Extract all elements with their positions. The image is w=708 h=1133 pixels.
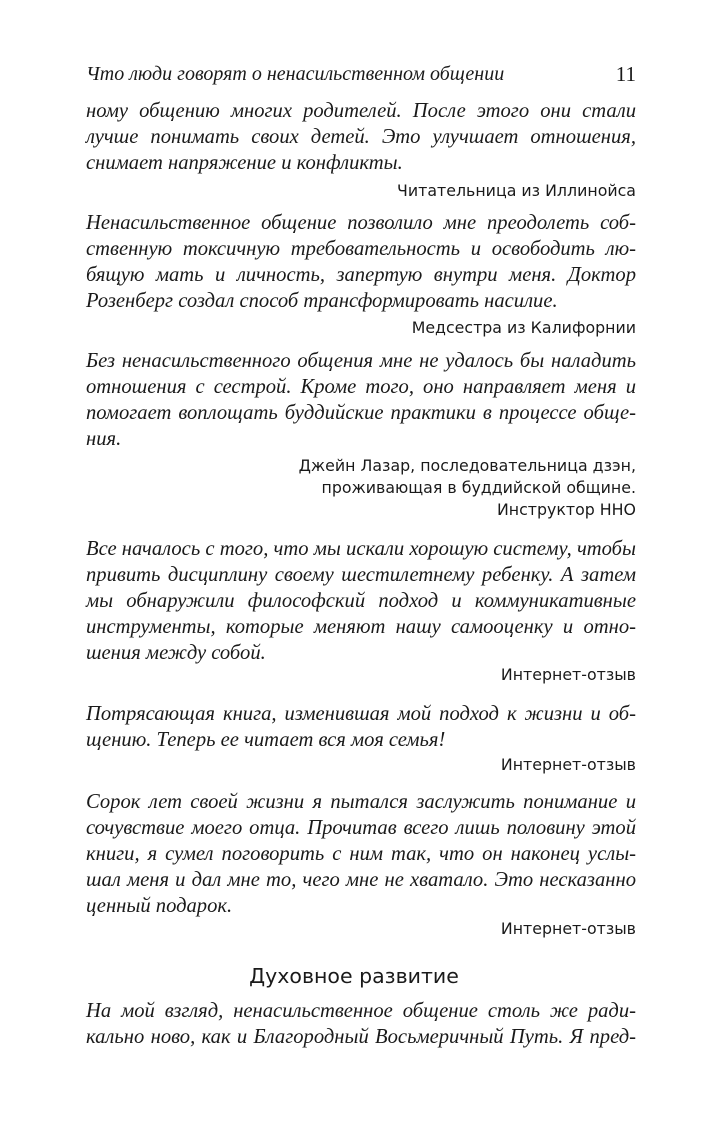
quote-line: бящую мать и личность, запертую внутри меня. Доктор [86,264,636,286]
quote-line: книги, я сумел поговорить с ним так, что он наконец услы- [86,843,636,865]
quote-line: Ненасильственное общение позволило мне преодолеть соб- [86,212,636,234]
page-number: 11 [615,62,636,86]
quote-line: ния. [86,428,122,450]
body-line: На мой взгляд, ненасильственное общение столь же ради- [86,1000,636,1022]
quote-line: ценный подарок. [86,895,233,917]
attribution: Читательница из Иллинойса [397,181,636,200]
quote-line: щению. Теперь ее читает вся моя семья! [86,729,446,751]
quote-line: снимает напряжение и конфликты. [86,152,403,174]
attribution: Инструктор ННО [496,500,636,519]
attribution: Интернет-отзыв [500,665,636,684]
body-line: кально ново, как и Благородный Восьмеричный Путь. Я пред- [86,1026,636,1048]
quote-line: Все началось с того, что мы искали хорошую систему, чтобы [86,538,636,560]
quote-line: шал меня и дал мне то, чего мне не хватало. Это несказанно [86,869,636,891]
running-header [86,58,636,90]
quote-line: Без ненасильственного общения мне не удалось бы наладить [86,350,636,372]
quote-line: инструменты, которые меняют нашу самооценку и отно- [86,616,636,638]
attribution: Медсестра из Калифорнии [411,318,636,337]
quote-line: ному общению многих родителей. После этого они стали [86,100,636,122]
attribution: Интернет-отзыв [500,919,636,938]
quote-line: помогает воплощать буддийские практики в процессе обще- [86,402,636,424]
quote-line: сочувствие моего отца. Прочитав всего лишь половину этой [86,817,636,839]
attribution: проживающая в буддийской общине. [321,478,636,497]
quote-line: ственную токсичную требовательность и освободить лю- [86,238,636,260]
section-heading: Духовное развитие [249,964,459,988]
quote-line: отношения с сестрой. Кроме того, оно направляет меня и [86,376,636,398]
quote-line: Потрясающая книга, изменившая мой подход к жизни и об- [86,703,636,725]
quote-line: шения между собой. [86,642,266,664]
quote-line: лучше понимать своих детей. Это улучшает отношения, [86,126,636,148]
quote-line: Сорок лет своей жизни я пытался заслужить понимание и [86,791,636,813]
attribution: Интернет-отзыв [500,755,636,774]
quote-line: привить дисциплину своему шестилетнему ребенку. А затем [86,564,636,586]
attribution: Джейн Лазар, последовательница дзэн, [298,456,636,475]
running-header-title: Что люди говорят о ненасильственном общении [86,63,505,85]
quote-line: Розенберг создал способ трансформировать насилие. [86,290,558,312]
quote-line: мы обнаружили философский подход и коммуникативные [86,590,636,612]
